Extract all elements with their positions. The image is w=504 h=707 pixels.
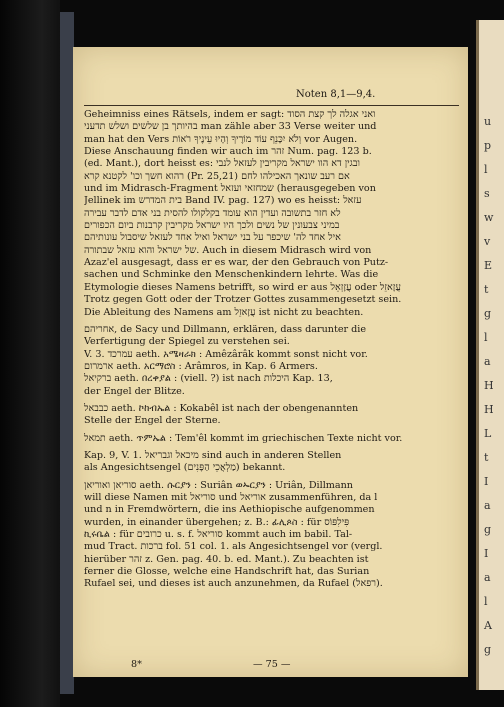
book-spine	[60, 12, 74, 694]
facing-page-edge	[476, 20, 504, 690]
text-line: sachen und Schminke den Menschenkindern lehrte. Was die	[84, 269, 379, 281]
text-line: סוריאן ואוריאן aeth. ሱርያን : Suriân ወኡርያን : Uriân, Dillmann	[84, 479, 353, 491]
signature-mark: 8*	[131, 659, 142, 670]
text-line: של ישראל והוא עזאל שבתורה. Auch in diesem Midrasch wird von	[84, 244, 372, 256]
facing-page-fragment: g	[484, 307, 492, 320]
text-line: Die Ableitung des Namens am עֲזָאזֵל ist nicht zu beachten.	[84, 306, 364, 318]
facing-page-fragment: H	[484, 379, 494, 392]
header-rule	[84, 105, 459, 106]
text-line: ארמרום aeth. አርማሮስ : Arâmros, in Kap. 6 Armers.	[84, 360, 318, 372]
text-line: כבבאל aeth. ኮከብኤል : Kokabêl ist nach der obengenannten	[84, 402, 359, 414]
text-line: Trotz gegen Gott oder der Trotzer Gottes zusammengesetzt sein.	[84, 294, 402, 306]
facing-page-fragment: a	[484, 571, 491, 584]
text-line: Stelle der Engel der Sterne.	[84, 415, 221, 427]
facing-page-fragment: t	[484, 283, 489, 296]
text-line: Etymologie dieses Namens betrifft, so wird er aus עֲזָזְאֵל oder עֲזָאזֵל	[84, 281, 401, 293]
text-line: ברקיאל aeth. በረቀያል : (viell. ?) ist nach היכלות Kap. 13,	[84, 373, 333, 385]
text-line: Azaz'el ausgesagt, dass er es war, der den Gebrauch von Putz-	[84, 257, 389, 269]
text-line: Geheimniss eines Rätsels, indem er sagt: ואני אגלה לך קצת הסוד	[84, 109, 376, 120]
page-gutter	[476, 20, 479, 690]
facing-page-fragment: w	[484, 211, 494, 224]
facing-page-fragment: E	[484, 259, 493, 272]
text-line: wurden, in einander übergehen; z. B.: ፊሊጶስ : für פִּילִפּוֹס	[84, 516, 350, 528]
text-line: mud Tract. ברכות fol. 51 col. 1. als Angesichtsengel vor (vergl.	[84, 541, 383, 553]
text-line: (ed. Mant.), dort heisst es: ובגין דא הוו ישראל מקריבין לעזאל לנבי	[84, 158, 360, 170]
facing-page-fragment: g	[484, 523, 492, 536]
text-line: בהיותך בן שלשים ושלש תדעני man zähle aber 33 Verse weiter und	[84, 121, 377, 133]
facing-page-fragment: a	[484, 499, 491, 512]
text-line: will diese Namen mit סוריאל und אוריאל zusammenführen, da l	[84, 491, 378, 503]
text-line: Rufael sei, und dieses ist auch anzunehmen, da Rufael (רפאל).	[84, 578, 383, 590]
body-text	[84, 109, 462, 591]
text-line: als Angesichtsengel (מַלְאֲכֵי הַפָּנִים) bekannt.	[84, 462, 286, 474]
text-line: אחריהם, de Sacy und Dillmann, erklären, dass darunter die	[84, 323, 367, 335]
text-line: תמאל aeth. ጥምኤል : Tem'êl kommt im griechischen Texte nicht vor.	[84, 432, 403, 444]
text-line: איל אחד לה' שיכפר על בני ישראל ואיל אחד לעזאל שיסבול עונותיהם	[84, 232, 341, 244]
book-page	[73, 47, 468, 677]
facing-page-fragment: l	[484, 595, 488, 608]
text-line: man hat den Vers וְלֹא יִכָּנֵף עוֹד מוֹרֶיךָ וְהָיוּ עֵינֶיךָ רֹאוֹת vor Augen.	[84, 133, 358, 145]
text-line: Kap. 9, V. 1. מיכאל וגבריאל sind auch in anderen Stellen	[84, 449, 342, 461]
page-number: — 75 —	[253, 659, 291, 670]
book-cover	[0, 0, 60, 707]
facing-page-fragment: I	[484, 475, 489, 488]
facing-page-fragment: t	[484, 451, 489, 464]
text-line: hierüber זהר z. Gen. pag. 40. b. ed. Mant.). Zu beachten ist	[84, 553, 369, 565]
facing-page-fragment: p	[484, 139, 492, 152]
facing-page-fragment: s	[484, 187, 490, 200]
facing-page-fragment: L	[484, 427, 492, 440]
text-line: V. 3. עמרכד aeth. አሜዛራክ : Amêzârâk kommt sonst nicht vor.	[84, 348, 368, 360]
text-line: und im Midrasch-Fragment שמחזאי ועזאל (herausgegeben von	[84, 183, 376, 195]
facing-page-fragment: g	[484, 643, 492, 656]
text-line: ferner die Glosse, welche eine Handschrift hat, das Surian	[84, 566, 370, 578]
facing-page-fragment: I	[484, 547, 489, 560]
text-line: Verfertigung der Spiegel zu verstehen sei.	[84, 336, 290, 348]
facing-page-fragment: H	[484, 403, 494, 416]
text-line: und n in Fremdwörtern, die ins Aethiopische aufgenommen	[84, 504, 375, 516]
facing-page-fragment: A	[484, 619, 492, 632]
text-line: Diese Anschauung finden wir auch im זהר Num. pag. 123 b.	[84, 146, 372, 158]
running-header: Noten 8,1—9,4.	[296, 89, 376, 100]
text-line: לא חזר בתשובה ועדין הוא עומד בקלקולו להסית בני אדם לדבר עבירה	[84, 207, 341, 219]
facing-page-fragment: l	[484, 331, 488, 344]
text-line: במיני צבעונין של נשים ולכך היו ישראל מקריבין קרבנות ביום הכפורים	[84, 220, 340, 232]
text-line: der Engel der Blitze.	[84, 385, 185, 397]
facing-page-fragment: a	[484, 355, 491, 368]
text-line: רהוא חשך וכו' לקטנא קרא (Pr. 25,21) אם רעב שונאך האכילהו לחם	[84, 170, 350, 182]
text-line: Jellinek im בית המדרש Band IV. pag. 127) wo es heisst: עזאל	[84, 195, 362, 207]
text-line: ኪሩቤል : für כרובים u. s. f. סוריאל kommt auch im babil. Tal-	[84, 529, 353, 540]
facing-page-fragment: v	[484, 235, 491, 248]
facing-page-fragment: u	[484, 115, 492, 128]
facing-page-fragment: l	[484, 163, 488, 176]
